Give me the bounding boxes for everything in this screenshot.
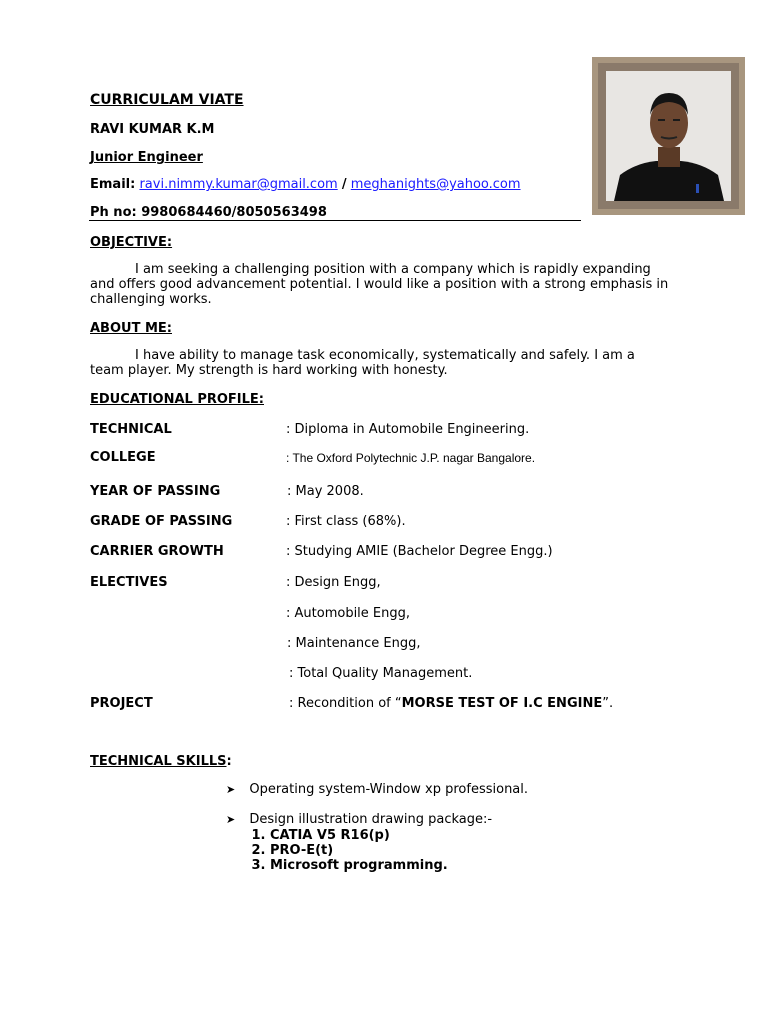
email-link-yahoo[interactable]: meghanights@yahoo.com (350, 177, 521, 192)
arrow-bullet-icon: ➤ (226, 783, 236, 796)
arrow-bullet-icon: ➤ (226, 813, 236, 826)
skill-bullet-1-text: Operating system-Window xp professional. (249, 782, 529, 797)
project-prefix: : Recondition of “ (289, 696, 402, 711)
objective-heading: OBJECTIVE: (90, 235, 173, 250)
list-item: 2. PRO-E(t) (270, 843, 448, 858)
profile-photo (592, 57, 745, 215)
skill-bullet-2-text: Design illustration drawing package:- (249, 812, 493, 827)
elective-item: : Design Engg, (286, 575, 381, 590)
growth-label: CARRIER GROWTH (90, 544, 224, 559)
about-heading: ABOUT ME: (90, 321, 172, 336)
objective-text: I am seeking a challenging position with a company which is rapidly expanding and offers good advancement potential. I would like a position with a strong emphasis in challenging works. (90, 262, 669, 307)
grade-label: GRADE OF PASSING (90, 514, 233, 529)
education-heading: EDUCATIONAL PROFILE: (90, 392, 264, 407)
project-label: PROJECT (90, 696, 153, 711)
profile-photo-image (606, 71, 731, 201)
job-position: Junior Engineer (90, 150, 203, 165)
elective-item: : Automobile Engg, (286, 606, 411, 621)
list-item: 3. Microsoft programming. (270, 858, 448, 873)
year-value: : May 2008. (287, 484, 364, 499)
project-value (289, 696, 613, 711)
electives-label: ELECTIVES (90, 575, 168, 590)
email-line (90, 177, 521, 192)
grade-value: : First class (68%). (286, 514, 406, 529)
skill-bullet-2 (226, 812, 492, 827)
resume-title: CURRICULAM VIATE (90, 92, 244, 108)
phone-number: Ph no: 9980684460/8050563498 (90, 205, 327, 220)
project-suffix: ”. (602, 696, 614, 711)
email-link-gmail[interactable]: ravi.nimmy.kumar@gmail.com (139, 177, 338, 192)
college-label: COLLEGE (90, 450, 156, 465)
project-title: MORSE TEST OF I.C ENGINE (401, 696, 603, 711)
technical-value: : Diploma in Automobile Engineering. (286, 422, 530, 437)
skill-bullet-1 (226, 782, 528, 797)
skills-heading-colon: : (226, 754, 232, 769)
skills-heading-line (90, 754, 232, 769)
growth-value: : Studying AMIE (Bachelor Degree Engg.) (286, 544, 553, 559)
header-divider (89, 220, 581, 221)
list-item: 1. CATIA V5 R16(p) (270, 828, 448, 843)
person-portrait-icon (606, 71, 731, 201)
skills-heading: TECHNICAL SKILLS (90, 754, 227, 769)
technical-label: TECHNICAL (90, 422, 172, 437)
elective-item: : Total Quality Management. (289, 666, 473, 681)
email-separator: / (341, 177, 347, 192)
year-label: YEAR OF PASSING (90, 484, 221, 499)
college-value: : The Oxford Polytechnic J.P. nagar Bangalore. (286, 451, 536, 465)
elective-item: : Maintenance Engg, (287, 636, 421, 651)
candidate-name: RAVI KUMAR K.M (90, 122, 215, 137)
skill-list (248, 828, 448, 873)
about-text: I have ability to manage task economically, systematically and safely. I am a team player. My strength is hard working with honesty. (90, 348, 635, 378)
email-label: Email: (90, 177, 136, 192)
